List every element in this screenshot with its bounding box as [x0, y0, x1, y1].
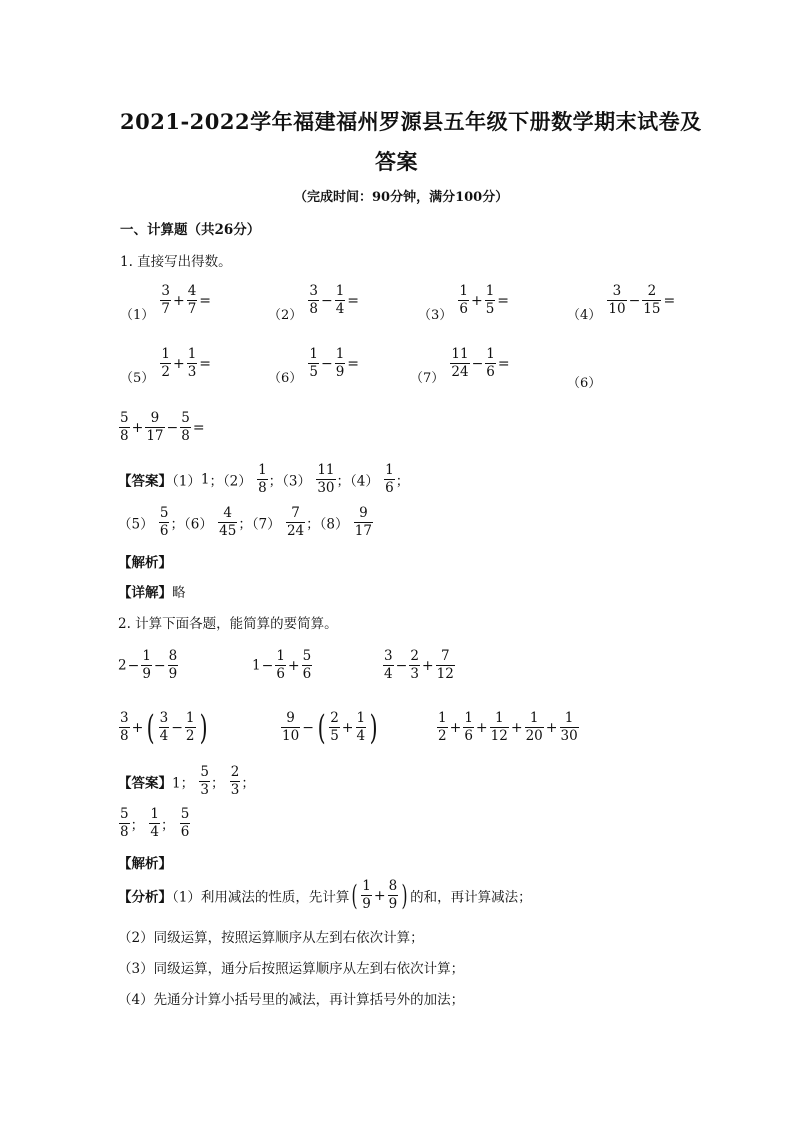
frac-den: 4 — [384, 666, 393, 682]
op: = — [347, 355, 360, 372]
q1-label-1: （1） — [120, 308, 155, 323]
op: + — [131, 719, 144, 736]
frac-den: 3 — [410, 666, 419, 682]
frac-num: 1 — [438, 710, 447, 726]
q1-label-5: （5） — [120, 371, 155, 386]
frac-num: 1 — [485, 283, 495, 299]
q1-item-8 — [118, 410, 206, 445]
frac-den: 3 — [187, 364, 197, 380]
op: − — [628, 292, 641, 309]
q2-expr-4 — [118, 707, 210, 748]
answer-label: （8） — [319, 516, 349, 533]
answer-sep: ； — [238, 516, 252, 533]
frac-num: 1 — [335, 346, 345, 362]
op: + — [131, 419, 144, 436]
frac-num: 1 — [161, 346, 170, 362]
answer-tag: 【答案】 — [118, 775, 172, 792]
frac-den: 6 — [459, 301, 468, 317]
q1-answer-line-1 — [118, 462, 409, 497]
frac-den: 9 — [388, 896, 398, 912]
frac-den: 8 — [120, 824, 129, 840]
right-paren: ) — [401, 878, 408, 912]
frac-num: 1 — [459, 283, 468, 299]
q2-fenxi-2: （2）同级运算，按照运算顺序从左到右依次计算； — [118, 930, 424, 946]
frac-den: 8 — [258, 480, 267, 496]
frac-den: 6 — [464, 728, 473, 744]
frac-num: 1 — [464, 710, 473, 726]
q2-fenxi-3: （3）同级运算，通分后按照运算顺序从左到右依次计算； — [118, 961, 465, 977]
op: + — [449, 719, 462, 736]
q1-item-4 — [567, 283, 676, 323]
frac-den: 12 — [490, 728, 508, 744]
frac-num: 1 — [564, 710, 574, 726]
q1-item-1 — [120, 283, 212, 323]
expr-lead: 1 — [252, 657, 261, 674]
frac-den: 6 — [276, 666, 285, 682]
op: + — [341, 719, 354, 736]
frac-den: 9 — [362, 896, 371, 912]
frac-den: 5 — [330, 728, 339, 744]
op: = — [199, 292, 212, 309]
frac-num: 11 — [317, 462, 335, 478]
right-paren: ) — [199, 707, 208, 748]
op: = — [497, 355, 510, 372]
q1-label-8: （6） — [567, 376, 602, 391]
q1-detail — [118, 581, 186, 601]
frac-den: 6 — [385, 480, 394, 496]
answer-value: 1 — [200, 471, 210, 488]
frac-den: 4 — [356, 728, 366, 744]
frac-num: 11 — [451, 346, 469, 362]
frac-den: 17 — [354, 523, 372, 539]
frac-num: 5 — [302, 648, 312, 664]
frac-num: 2 — [330, 710, 339, 726]
frac-num: 2 — [230, 764, 240, 780]
frac-num: 1 — [486, 346, 495, 362]
op: − — [153, 657, 166, 674]
frac-num: 5 — [120, 806, 129, 822]
right-paren: ) — [369, 707, 378, 748]
op: = — [347, 292, 360, 309]
frac-den: 8 — [309, 301, 318, 317]
q1-analysis-tag: 【解析】 — [118, 555, 172, 571]
q1-label-2: （2） — [268, 308, 303, 323]
frac-num: 5 — [181, 410, 190, 426]
answer-tag: 【答案】 — [118, 473, 172, 490]
frac-den: 12 — [436, 666, 454, 682]
q1-label-6: （6） — [268, 371, 303, 386]
op: − — [302, 719, 314, 736]
q2-analysis-tag: 【解析】 — [118, 856, 172, 872]
answer-sep: ； — [336, 473, 350, 490]
page-title-line1: 2021-2022学年福建福州罗源县五年级下册数学期末试卷及 — [120, 109, 702, 134]
frac-num: 1 — [185, 710, 195, 726]
fenxi-text: （1）利用减法的性质，先计算 — [172, 889, 350, 906]
frac-num: 1 — [335, 283, 345, 299]
frac-num: 9 — [286, 710, 295, 726]
exam-subtitle: （完成时间：90分钟，满分100分） — [294, 190, 509, 205]
op: − — [395, 657, 408, 674]
frac-num: 7 — [440, 648, 450, 664]
q2-answer-line-2 — [118, 806, 191, 841]
question-1-prompt: 1. 直接写出得数。 — [120, 254, 232, 270]
frac-num: 7 — [291, 505, 300, 521]
op: + — [172, 292, 185, 309]
frac-den: 6 — [180, 824, 190, 840]
frac-den: 4 — [335, 301, 345, 317]
frac-den: 6 — [486, 364, 495, 380]
answer-sep: ； — [170, 516, 184, 533]
op: = — [663, 292, 676, 309]
answer-label: （7） — [251, 516, 281, 533]
frac-den: 8 — [181, 428, 190, 444]
frac-den: 8 — [120, 728, 129, 744]
frac-den: 20 — [525, 728, 543, 744]
answer-sep: ； — [160, 817, 175, 834]
frac-den: 24 — [286, 523, 305, 539]
answer-sep: ； — [209, 473, 223, 490]
frac-num: 9 — [359, 505, 368, 521]
answer-label: （3） — [282, 473, 312, 490]
detail-tag: 【详解】 — [118, 585, 172, 601]
fenxi-tag: 【分析】 — [118, 889, 172, 906]
q1-label-4: （4） — [567, 308, 602, 323]
frac-den: 2 — [161, 364, 170, 380]
frac-num: 2 — [647, 283, 657, 299]
op: = — [199, 355, 212, 372]
q1-item-5 — [120, 346, 212, 386]
page-title-line2: 答案 — [375, 149, 418, 174]
frac-den: 5 — [309, 364, 318, 380]
answer-label: （1） — [172, 473, 201, 490]
op: − — [127, 657, 140, 674]
op: + — [545, 719, 558, 736]
q2-expr-6 — [436, 710, 580, 745]
frac-num: 9 — [150, 410, 160, 426]
frac-den: 3 — [230, 782, 240, 798]
frac-num: 1 — [276, 648, 285, 664]
q2-expr-2 — [252, 648, 313, 683]
frac-num: 1 — [150, 806, 159, 822]
op: + — [172, 355, 185, 372]
q1-label-3: （3） — [418, 308, 453, 323]
frac-num: 1 — [356, 710, 366, 726]
op: + — [421, 657, 434, 674]
frac-den: 8 — [120, 428, 129, 444]
frac-den: 5 — [485, 301, 495, 317]
frac-den: 3 — [200, 782, 209, 798]
frac-num: 3 — [309, 283, 318, 299]
answer-label: （4） — [350, 473, 379, 490]
answer-sep: ； — [130, 817, 145, 834]
answer-value: 1； — [172, 775, 195, 792]
frac-den: 30 — [560, 728, 578, 744]
q2-fenxi-1: 【分析】（1）利用减法的性质，先计算( $\frac{1}{9}$ + $\frac{8}{9}$ ) 的和，再计算减法； — [118, 878, 532, 912]
frac-den: 17 — [146, 428, 164, 444]
frac-den: 4 — [159, 728, 169, 744]
frac-num: 4 — [187, 283, 197, 299]
q1-answer-line-2 — [118, 505, 374, 540]
frac-den: 2 — [438, 728, 447, 744]
answer-sep: ； — [395, 473, 410, 490]
op: − — [166, 419, 179, 436]
frac-den: 30 — [317, 480, 335, 496]
frac-den: 9 — [335, 364, 345, 380]
frac-num: 5 — [159, 505, 169, 521]
q1-item-7 — [410, 346, 511, 386]
op: − — [320, 292, 333, 309]
frac-num: 1 — [258, 462, 267, 478]
frac-num: 8 — [388, 878, 398, 894]
frac-num: 1 — [309, 346, 318, 362]
frac-den: 10 — [282, 728, 300, 744]
op: = — [497, 292, 510, 309]
q1-item-2 — [268, 283, 360, 323]
answer-label: （2） — [222, 473, 252, 490]
answer-sep: ； — [306, 516, 320, 533]
frac-den: 9 — [142, 666, 151, 682]
frac-den: 24 — [451, 364, 469, 380]
op: + — [475, 719, 488, 736]
answer-sep: ； — [268, 473, 283, 490]
frac-den: 15 — [643, 301, 661, 317]
answer-label: （6） — [183, 516, 213, 533]
fenxi-text: 的和，再计算减法； — [410, 889, 532, 906]
frac-den: 7 — [161, 301, 170, 317]
op: − — [261, 657, 274, 674]
op: − — [171, 719, 183, 736]
frac-num: 1 — [142, 648, 151, 664]
frac-den: 4 — [150, 824, 159, 840]
op: = — [192, 419, 205, 436]
left-paren: ( — [317, 707, 326, 748]
frac-num: 3 — [159, 710, 169, 726]
frac-den: 45 — [219, 523, 237, 539]
answer-label: （5） — [118, 516, 154, 533]
q2-expr-5 — [280, 707, 380, 748]
frac-num: 1 — [385, 462, 394, 478]
question-2-prompt: 2. 计算下面各题，能简算的要简算。 — [118, 616, 338, 632]
frac-num: 8 — [168, 648, 178, 664]
frac-num: 5 — [200, 764, 209, 780]
answer-sep: ； — [210, 775, 225, 792]
frac-den: 6 — [302, 666, 312, 682]
frac-num: 2 — [410, 648, 419, 664]
frac-num: 1 — [529, 710, 539, 726]
frac-den: 9 — [168, 666, 178, 682]
frac-den: 7 — [187, 301, 197, 317]
frac-num: 5 — [120, 410, 129, 426]
q2-answer-line-1 — [118, 764, 255, 799]
frac-num: 4 — [223, 505, 233, 521]
op: + — [287, 657, 300, 674]
section-heading: 一、计算题（共26分） — [120, 222, 261, 238]
expr-lead: 2 — [118, 657, 127, 674]
frac-num: 3 — [612, 283, 622, 299]
frac-num: 1 — [187, 346, 197, 362]
answer-sep: ； — [241, 775, 255, 792]
q2-expr-1 — [118, 648, 179, 683]
frac-num: 3 — [120, 710, 129, 726]
left-paren: ( — [351, 878, 358, 912]
left-paren: ( — [146, 707, 155, 748]
frac-den: 2 — [185, 728, 195, 744]
op: + — [470, 292, 483, 309]
q1-item-6 — [268, 346, 360, 386]
detail-text: 略 — [172, 585, 186, 601]
q1-item-3 — [418, 283, 510, 323]
frac-num: 1 — [362, 878, 371, 894]
op: − — [320, 355, 333, 372]
frac-num: 3 — [161, 283, 170, 299]
q1-label-7: （7） — [410, 371, 445, 386]
frac-num: 1 — [494, 710, 504, 726]
op: − — [471, 355, 484, 372]
q2-fenxi-4: （4）先通分计算小括号里的减法，再计算括号外的加法； — [118, 992, 465, 1008]
frac-den: 6 — [159, 523, 169, 539]
frac-den: 10 — [608, 301, 626, 317]
frac-num: 3 — [384, 648, 393, 664]
q2-expr-3 — [382, 648, 456, 683]
op: + — [510, 719, 523, 736]
frac-num: 5 — [180, 806, 190, 822]
